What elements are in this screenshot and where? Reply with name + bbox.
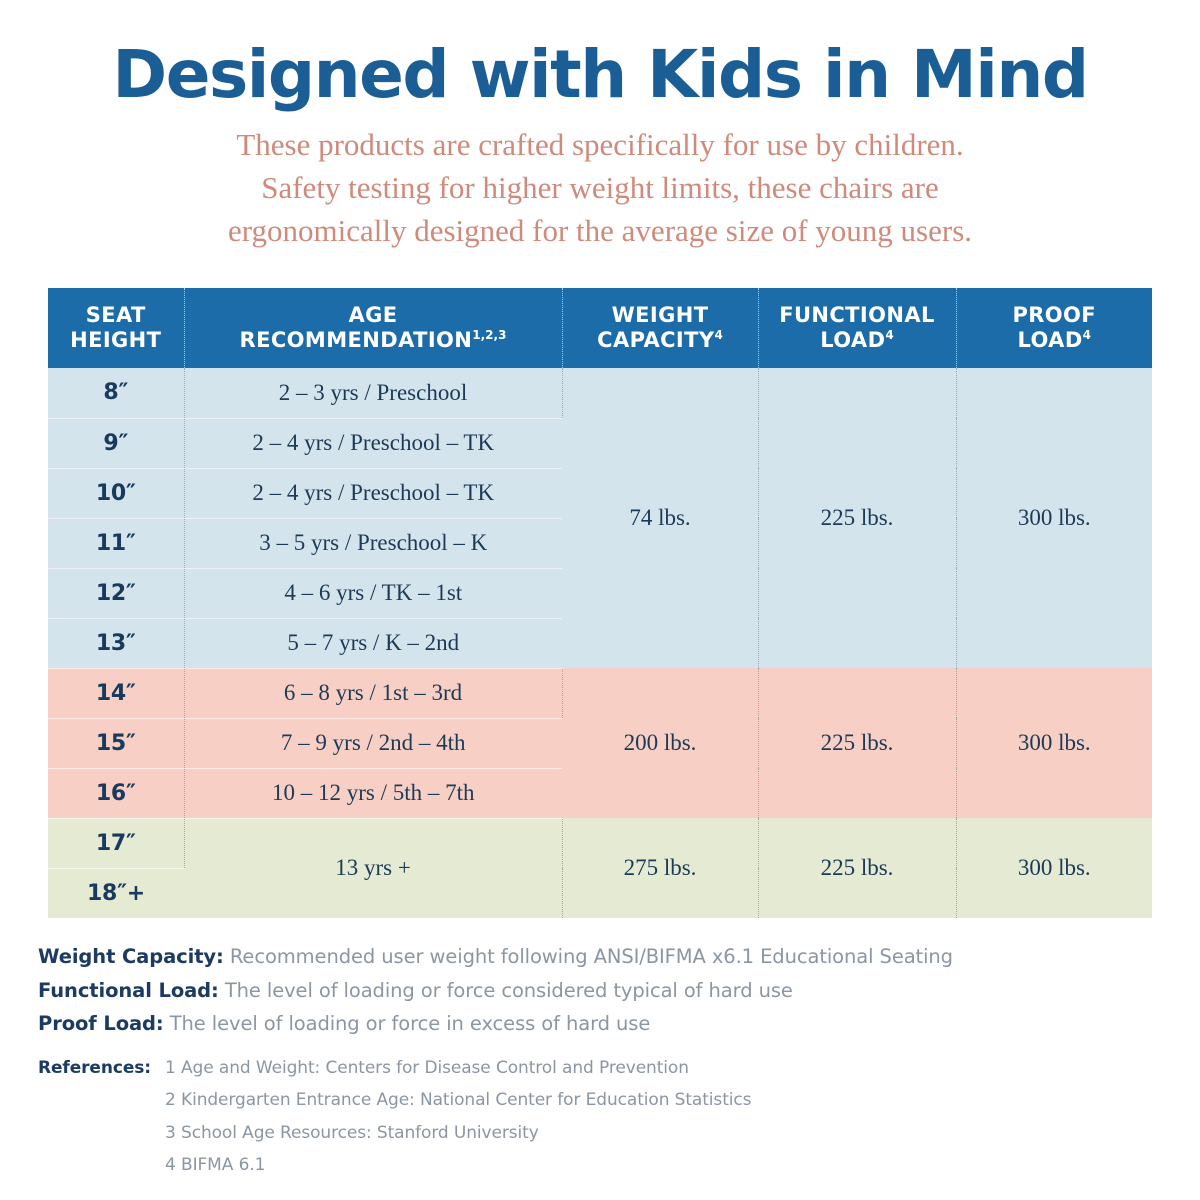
header-line-2: LOAD bbox=[1017, 328, 1083, 352]
header-line-2: LOAD bbox=[820, 328, 886, 352]
definitions-block bbox=[38, 940, 1168, 1041]
cell-age-recommendation: 3 – 5 yrs / Preschool – K bbox=[184, 518, 562, 568]
table-row bbox=[48, 368, 1152, 418]
footnote-marker: 1,2,3 bbox=[472, 328, 507, 342]
footnote-marker: 4 bbox=[885, 328, 894, 342]
references-block bbox=[38, 1052, 1038, 1181]
table-header bbox=[48, 288, 1152, 368]
cell-functional-load: 225 lbs. bbox=[758, 818, 956, 918]
definition-text: The level of loading or force in excess of hard use bbox=[163, 1012, 651, 1036]
table-row bbox=[48, 818, 1152, 868]
cell-seat-height: 14″ bbox=[48, 668, 184, 718]
cell-seat-height: 13″ bbox=[48, 618, 184, 668]
references-list bbox=[165, 1052, 751, 1181]
reference-item: 3 School Age Resources: Stanford University bbox=[165, 1122, 539, 1143]
table-row bbox=[48, 668, 1152, 718]
header-line-2: RECOMMENDATION bbox=[239, 328, 473, 352]
header-line-1: SEAT bbox=[85, 303, 146, 328]
definition-label: Weight Capacity: bbox=[38, 945, 224, 968]
cell-age-recommendation: 4 – 6 yrs / TK – 1st bbox=[184, 568, 562, 618]
cell-seat-height: 18″+ bbox=[48, 868, 184, 918]
column-header-seat-height bbox=[48, 288, 184, 368]
subtitle-line-1: These products are crafted specifically for use by children. bbox=[236, 127, 964, 162]
cell-age-recommendation: 13 yrs + bbox=[184, 818, 562, 918]
footnote-marker: 4 bbox=[714, 328, 723, 342]
definition-line bbox=[38, 974, 1168, 1008]
cell-seat-height: 10″ bbox=[48, 468, 184, 518]
column-header-functional-load bbox=[758, 288, 956, 368]
reference-item: 2 Kindergarten Entrance Age: National Center for Education Statistics bbox=[165, 1090, 752, 1111]
header-line-1: AGE bbox=[348, 303, 398, 328]
definition-line bbox=[38, 1007, 1168, 1041]
cell-weight-capacity: 200 lbs. bbox=[562, 668, 758, 818]
cell-seat-height: 17″ bbox=[48, 818, 184, 868]
table-header-row bbox=[48, 288, 1152, 368]
cell-proof-load: 300 lbs. bbox=[956, 368, 1152, 668]
header-line-2: CAPACITY bbox=[597, 328, 715, 352]
cell-age-recommendation: 2 – 4 yrs / Preschool – TK bbox=[184, 418, 562, 468]
cell-functional-load: 225 lbs. bbox=[758, 668, 956, 818]
column-header-age-recommendation bbox=[184, 288, 562, 368]
footnote-marker: 4 bbox=[1082, 328, 1092, 342]
definition-label: Proof Load: bbox=[38, 1012, 164, 1036]
header-line-1: FUNCTIONAL bbox=[779, 303, 935, 328]
cell-functional-load: 225 lbs. bbox=[758, 368, 956, 668]
cell-seat-height: 8″ bbox=[48, 368, 184, 418]
column-header-weight-capacity bbox=[562, 288, 758, 368]
cell-age-recommendation: 10 – 12 yrs / 5th – 7th bbox=[184, 768, 562, 818]
reference-item: 1 Age and Weight: Centers for Disease Control and Prevention bbox=[165, 1058, 689, 1078]
cell-seat-height: 9″ bbox=[48, 418, 184, 468]
cell-seat-height: 16″ bbox=[48, 768, 184, 818]
definition-text: Recommended user weight following ANSI/BIFMA x6.1 Educational Seating bbox=[223, 945, 953, 968]
header-line-2: HEIGHT bbox=[70, 328, 162, 352]
cell-seat-height: 11″ bbox=[48, 518, 184, 568]
definition-text: The level of loading or force considered typical of hard use bbox=[218, 978, 793, 1002]
cell-age-recommendation: 7 – 9 yrs / 2nd – 4th bbox=[184, 718, 562, 768]
cell-seat-height: 12″ bbox=[48, 568, 184, 618]
cell-proof-load: 300 lbs. bbox=[956, 668, 1152, 818]
page-subtitle bbox=[0, 108, 1200, 252]
reference-item: 4 BIFMA 6.1 bbox=[165, 1154, 266, 1175]
subtitle-line-2: Safety testing for higher weight limits, these chairs are bbox=[261, 169, 939, 205]
header-line-1: PROOF bbox=[1012, 303, 1097, 328]
header-line-1: WEIGHT bbox=[611, 303, 709, 328]
definition-label: Functional Load: bbox=[38, 978, 219, 1002]
references-label: References: bbox=[38, 1058, 151, 1078]
table-body bbox=[48, 368, 1152, 918]
column-header-proof-load bbox=[956, 288, 1152, 368]
spec-table-container bbox=[48, 288, 1152, 919]
subtitle-line-3: ergonomically designed for the average size of young users. bbox=[227, 212, 973, 248]
cell-age-recommendation: 2 – 4 yrs / Preschool – TK bbox=[184, 468, 562, 518]
cell-weight-capacity: 74 lbs. bbox=[562, 368, 758, 668]
cell-age-recommendation: 2 – 3 yrs / Preschool bbox=[184, 368, 562, 418]
cell-age-recommendation: 6 – 8 yrs / 1st – 3rd bbox=[184, 668, 562, 718]
cell-weight-capacity: 275 lbs. bbox=[562, 818, 758, 918]
page-title: Designed with Kids in Mind bbox=[112, 36, 1088, 113]
definition-line bbox=[38, 940, 1168, 974]
seat-specification-table bbox=[48, 288, 1152, 919]
cell-seat-height: 15″ bbox=[48, 718, 184, 768]
cell-age-recommendation: 5 – 7 yrs / K – 2nd bbox=[184, 618, 562, 668]
cell-proof-load: 300 lbs. bbox=[956, 818, 1152, 918]
